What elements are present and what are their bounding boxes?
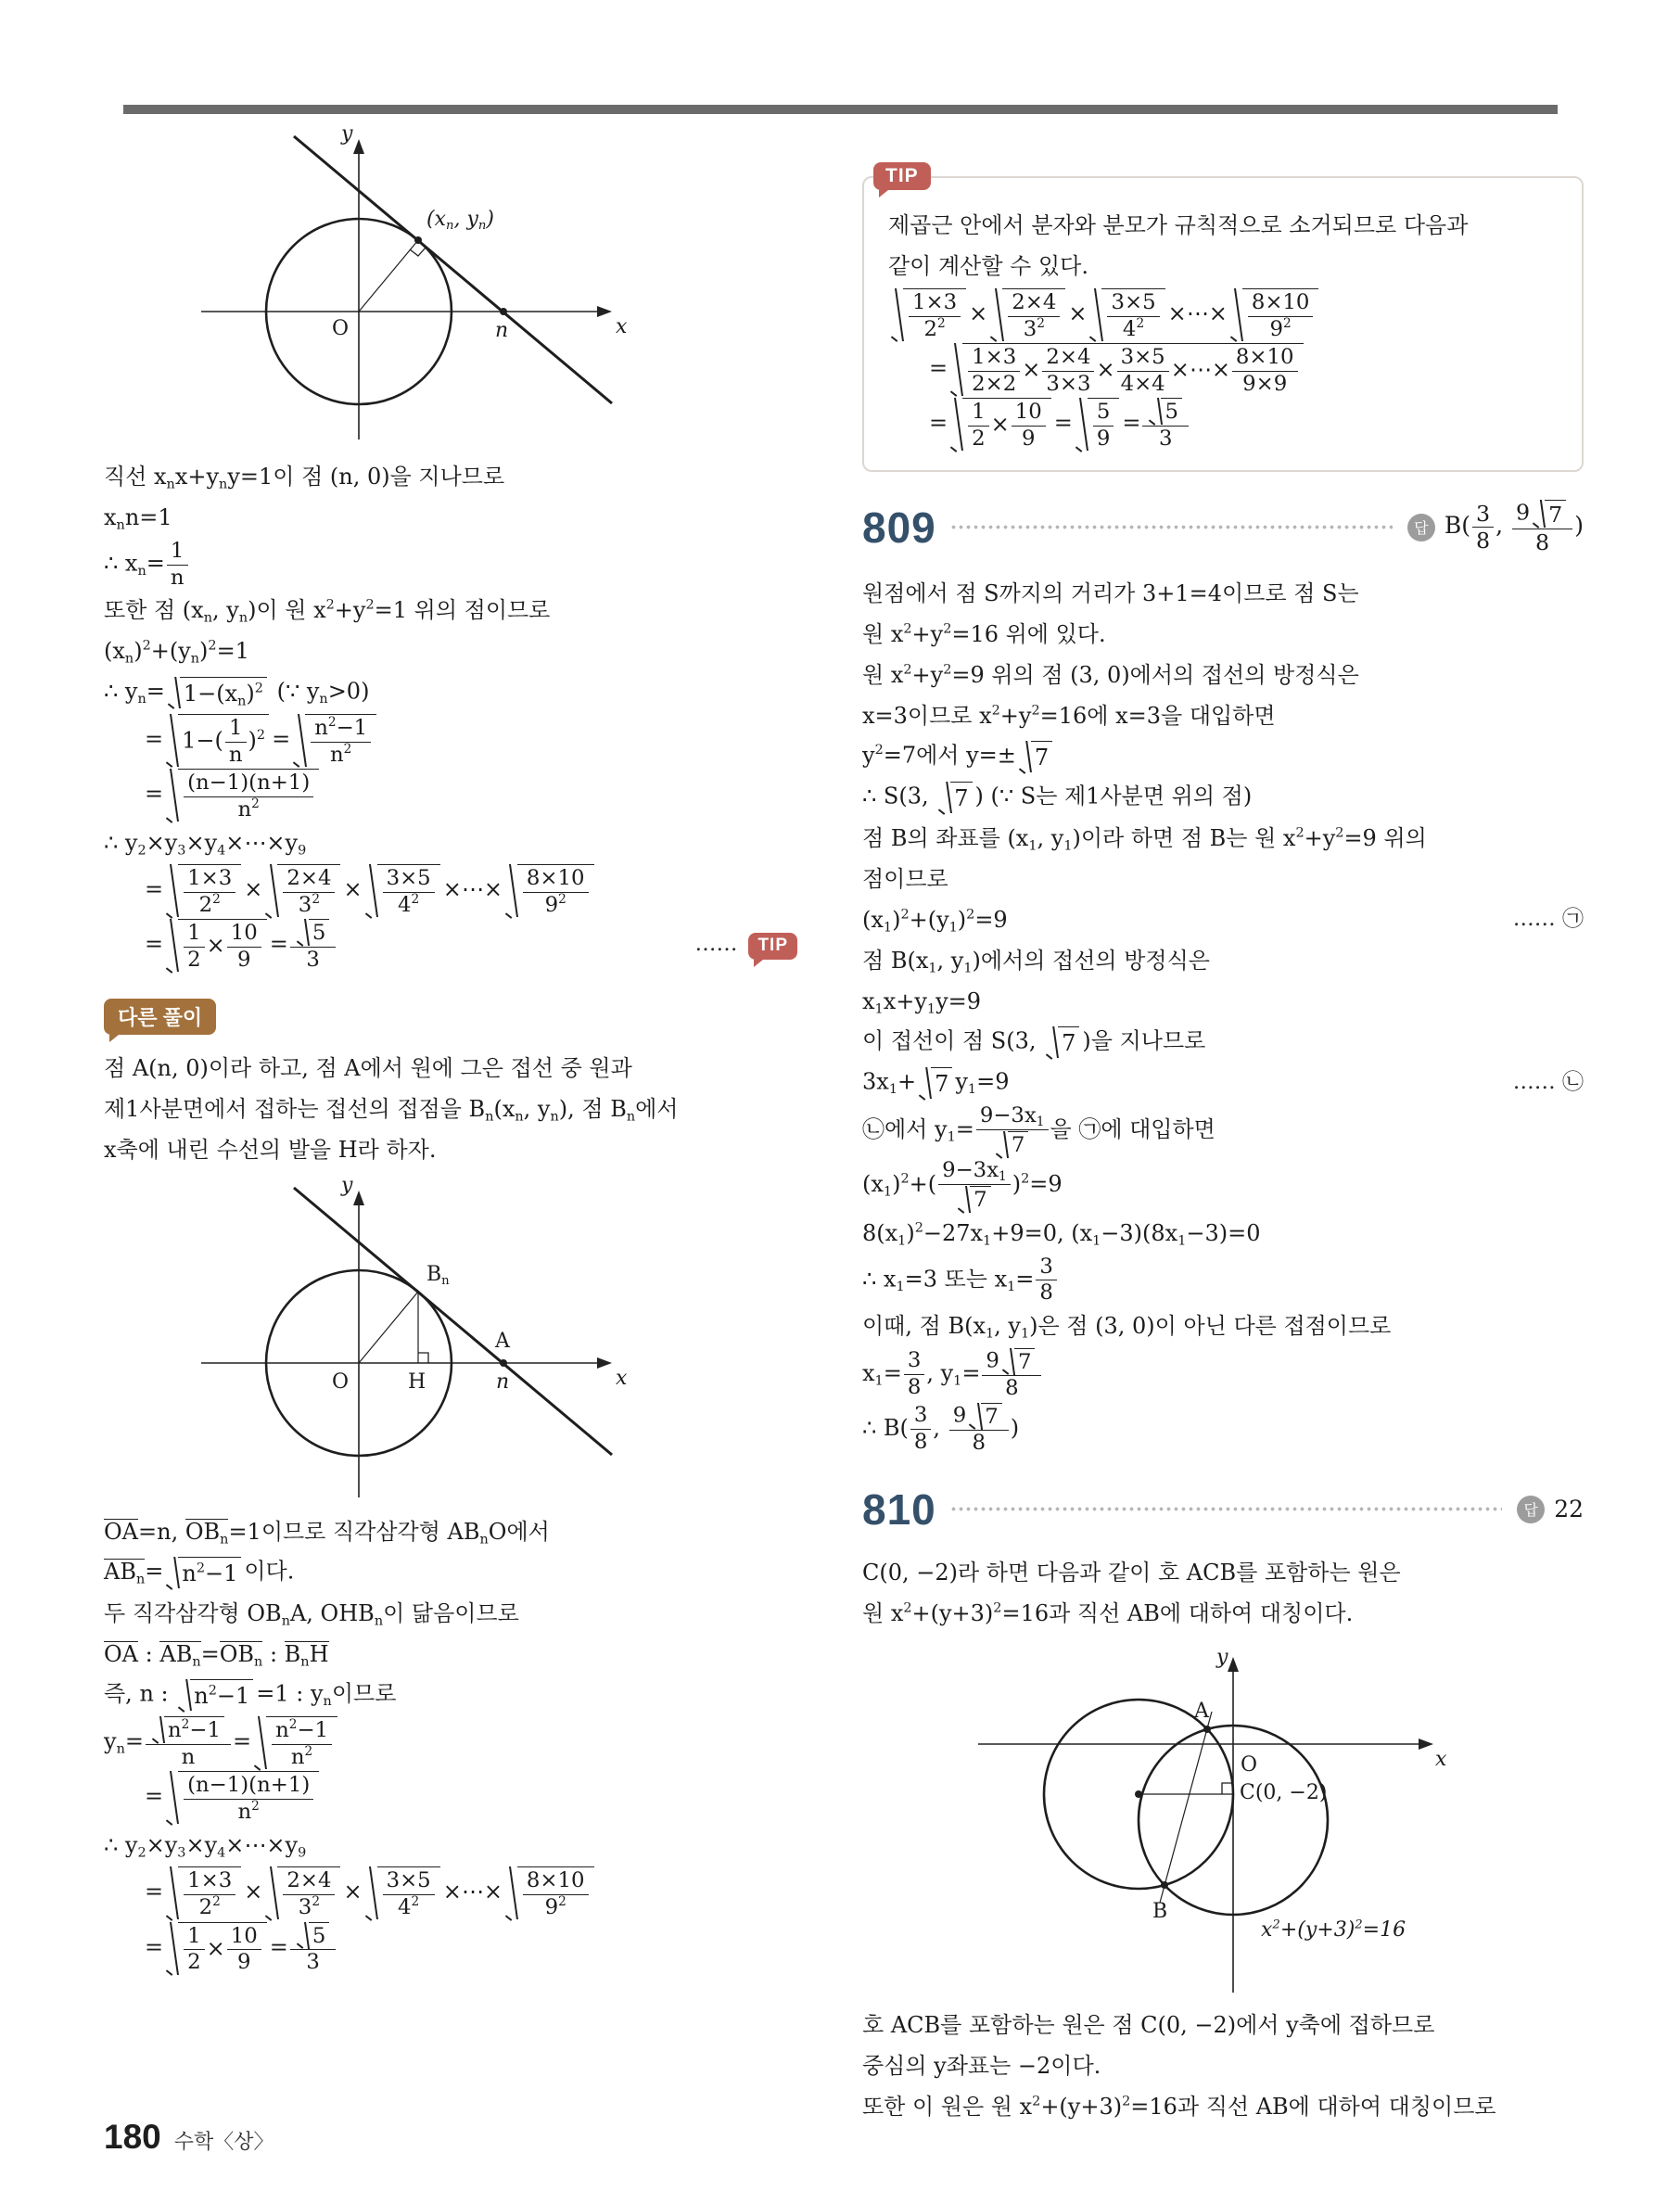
page-footer bbox=[104, 2118, 274, 2157]
math-line: $x_1=$ $\frac{3}{8}$ , $y_1=$ 9 7 8 bbox=[862, 1347, 1584, 1402]
math-line: ∴ B( $\frac{3}{8}$ , 9 7 8 ) bbox=[862, 1402, 1020, 1456]
math-line: 원 $x^2+y^2=9$ 위의 점 (3, 0)에서의 접선의 방정식은 bbox=[862, 661, 1359, 688]
text-line: 점 A(n, 0)이라 하고, 점 A에서 원에 그은 접선 중 원과 bbox=[104, 1054, 632, 1081]
problem-809-header bbox=[862, 500, 1584, 554]
math-line: 중심의 y좌표는 −2이다. bbox=[862, 2053, 1101, 2080]
math-line: ∴ $y_2\times y_3\times y_4\times\cdots\times y_9$ bbox=[104, 1831, 307, 1861]
tip-line: = $\frac{1\times 3}{2\times 2}$ × $\frac{2\times 4}{3\times 3}$ × $\frac{3\times 5}{4\times 4}$ ×⋯× $\frac{8\times 10}{9\times 9}$ bbox=[888, 342, 1558, 397]
math-line: 두 직각삼각형 $OB_nA$, $OHB_n$이 닮음이므로 bbox=[104, 1599, 519, 1629]
tip-badge: TIP bbox=[873, 162, 931, 190]
math-line: 즉, n : $n^2-1$ =1 : $y_n$이므로 bbox=[104, 1675, 797, 1715]
solution-block-b bbox=[104, 1511, 797, 1975]
math-line: $y_n=$ $\frac{n^2-1}{n}$ = $\frac{n^2-1}{n^2}$ bbox=[104, 1715, 797, 1770]
fig2-n-label: n bbox=[496, 1370, 510, 1395]
tip-box-content bbox=[888, 206, 1558, 452]
math-line: ∴ $y_n=$ $1-(x_n)^2$ (∵ $y_n>0$) bbox=[104, 678, 370, 709]
fig2-a-label: A bbox=[495, 1330, 510, 1354]
fig3-b-label: B bbox=[1152, 1899, 1168, 1923]
fig3-c-label: C(0, −2) bbox=[1240, 1780, 1328, 1804]
math-line: 원점에서 점 S까지의 거리가 3+1=4이므로 점 S는 bbox=[862, 580, 1359, 606]
math-line: ∴ $y_2\times y_3\times y_4\times\cdots\times y_9$ bbox=[104, 829, 307, 858]
math-line: 또한 이 원은 원 $x^2+(y+3)^2=16$과 직선 AB에 대하여 대칭이므로 bbox=[862, 2094, 1496, 2121]
math-line: ∴ S(3, 7 ) (∵ S는 제1사분면 위의 점) bbox=[862, 777, 1584, 818]
tip-reference bbox=[694, 931, 797, 960]
left-column bbox=[104, 119, 797, 1976]
text-line: x축에 내린 수선의 발을 H라 하자. bbox=[104, 1136, 437, 1163]
fig2-y-axis-label: y bbox=[341, 1174, 353, 1198]
tip-line: 제곱근 안에서 분자와 분모가 규칙적으로 소거되므로 다음과 bbox=[888, 212, 1469, 239]
fig2-bn-label: $B_n$ bbox=[426, 1263, 450, 1289]
math-line: = 1−( $\frac{1}{n}$ )$^2$ = $\frac{n^2-1}{n^2}$ bbox=[104, 713, 797, 768]
math-line: ∴ $x_n=$ $\frac{1}{n}$ bbox=[104, 539, 797, 591]
math-line: $AB_n=$ $n^2-1$ 이다. bbox=[104, 1552, 797, 1593]
fig1-origin-label: O bbox=[332, 317, 350, 340]
math-line: $x_1x+y_1y=9$ bbox=[862, 987, 981, 1017]
figure-unit-circle-tangent bbox=[178, 122, 642, 446]
right-column bbox=[862, 146, 1584, 2128]
problem-number: 810 bbox=[862, 1484, 936, 1534]
math-line: OA=n, $OB_n=1$이므로 직각삼각형 $AB_nO$에서 bbox=[104, 1518, 550, 1548]
math-line: 원 $x^2+y^2=16$ 위에 있다. bbox=[862, 620, 1106, 647]
math-line: x=3이므로 $x^2+y^2=16$에 x=3을 대입하면 bbox=[862, 702, 1276, 729]
tip-line: = $\frac{1}{2}$ × $\frac{10}{9}$ = $\frac{5}{9}$ = $\frac{5}{3}$ bbox=[888, 397, 1558, 452]
solution-810-intro bbox=[862, 1553, 1584, 1635]
answer-value: 22 bbox=[1554, 1496, 1584, 1523]
fig1-y-axis-label: y bbox=[341, 122, 353, 146]
text-line: 제1사분면에서 접하는 접선의 접점을 $B_n(x_n$, $y_n$), 점 $B_n$에서 bbox=[104, 1095, 679, 1125]
fig3-a-label: A bbox=[1194, 1699, 1209, 1723]
math-line: = $\frac{(n-1)(n+1)}{n^2}$ bbox=[104, 1770, 797, 1825]
math-line: $(x_1)^2+(y_1)^2=9$ …… ㉠ bbox=[862, 906, 1584, 936]
math-line: 점 $B(x_1$, $y_1$)에서의 접선의 방정식은 bbox=[862, 947, 1210, 976]
math-line: $3x_1+$ 7 $y_1=9$ …… ㉡ bbox=[862, 1063, 1584, 1103]
math-expression: = $\frac{1}{2}$ × $\frac{10}{9}$ = $\frac{5}{3}$ bbox=[104, 919, 337, 972]
figure-canvas bbox=[927, 1644, 1446, 1998]
fig3-origin-label: O bbox=[1241, 1752, 1258, 1777]
math-line: $x_nn=1$ bbox=[104, 504, 172, 533]
math-line-with-tip bbox=[104, 918, 797, 973]
tip-badge: TIP bbox=[748, 933, 797, 960]
problem-number: 809 bbox=[862, 503, 936, 552]
math-line: ㉡에서 $y_1=$ $\frac{9-3x_1}{7}$ 을 ㉠에 대입하면 bbox=[862, 1103, 1215, 1157]
fig3-y-axis-label: y bbox=[1216, 1645, 1228, 1669]
math-line: 점이므로 bbox=[862, 865, 948, 892]
math-line: OA : $AB_n=OB_n$ : $B_nH$ bbox=[104, 1640, 329, 1670]
math-line: ∴ $x_1=3$ 또는 $x_1=$ $\frac{3}{8}$ bbox=[862, 1255, 1584, 1306]
math-line: C(0, −2)라 하면 다음과 같이 호 ACB를 포함하는 원은 bbox=[862, 1560, 1401, 1586]
fig1-n-label: n bbox=[495, 319, 509, 342]
answer bbox=[1517, 1496, 1584, 1523]
fig1-x-axis-label: x bbox=[616, 315, 628, 338]
fig3-circle-equation-label: $x^2+(y+3)^2=16$ bbox=[1261, 1917, 1406, 1942]
answer-value: B( $\frac{3}{8}$ , 9 7 8 ) bbox=[1444, 499, 1584, 555]
solution-809 bbox=[862, 573, 1584, 1456]
math-line: $y^2=7$에서 y=± 7 bbox=[862, 736, 1584, 777]
solution-block-a bbox=[104, 457, 797, 918]
dotted-leader bbox=[951, 525, 1393, 529]
math-line: = $\frac{1\times 3}{2^2}$ × $\frac{2\times 4}{3^2}$ × $\frac{3\times 5}{4^2}$ ×⋯× $\frac{8\times 10}{9^2}$ bbox=[104, 863, 797, 918]
tip-box bbox=[862, 165, 1584, 472]
book-title: 수학〈상〉 bbox=[173, 2131, 274, 2154]
math-line: = $\frac{(n-1)(n+1)}{n^2}$ bbox=[104, 768, 797, 822]
math-line: 직선 $x_nx+y_ny=1$이 점 (n, 0)을 지나므로 bbox=[104, 464, 505, 492]
answer-badge: 답 bbox=[1517, 1496, 1545, 1523]
math-line: 이 접선이 점 S(3, 7 )을 지나므로 bbox=[862, 1022, 1584, 1063]
math-line: $8(x_1)^2-27x_1+9=0$, $(x_1-3)(8x_1-3)=0$ bbox=[862, 1219, 1261, 1249]
solution-810-outro bbox=[862, 2006, 1584, 2128]
problem-810-header bbox=[862, 1484, 1584, 1535]
tip-line: $\frac{1\times 3}{2^2}$ × $\frac{2\times 4}{3^2}$ × $\frac{3\times 5}{4^2}$ ×⋯× $\frac{8\times 10}{9^2}$ bbox=[888, 287, 1558, 342]
math-line: = $\frac{1\times 3}{2^2}$ × $\frac{2\times 4}{3^2}$ × $\frac{3\times 5}{4^2}$ ×⋯× $\frac{8\times 10}{9^2}$ bbox=[104, 1866, 797, 1920]
fig3-x-axis-label: x bbox=[1435, 1747, 1447, 1771]
alternative-paragraph bbox=[104, 1048, 797, 1170]
math-line: $(x_1)^2+$( $\frac{9-3x_1}{7}$ )$^2$=9 bbox=[862, 1158, 1063, 1212]
math-line: 원 $x^2+(y+3)^2=16$과 직선 AB에 대하여 대칭이다. bbox=[862, 1600, 1354, 1627]
fig2-h-label: H bbox=[408, 1370, 426, 1395]
figure-canvas bbox=[178, 126, 642, 446]
page-number: 180 bbox=[104, 2118, 161, 2156]
dots-leader: …… bbox=[694, 932, 738, 957]
fig1-tangent-point-label: ($x_n$, $y_n$) bbox=[426, 208, 495, 233]
figure-tangent-with-foot-h bbox=[178, 1174, 642, 1502]
fig2-x-axis-label: x bbox=[616, 1367, 628, 1391]
math-line: $(x_n)^2+(y_n)^2=1$ bbox=[104, 638, 249, 667]
alternative-solution-badge: 다른 풀이 bbox=[104, 999, 216, 1035]
answer bbox=[1407, 500, 1584, 554]
math-line: 이때, 점 $B(x_1$, $y_1$)은 점 (3, 0)이 아닌 다른 접점이므로 bbox=[862, 1312, 1392, 1342]
math-line: 호 ACB를 포함하는 원은 점 C(0, −2)에서 y축에 접하므로 bbox=[862, 2012, 1435, 2039]
top-divider-bar bbox=[123, 105, 1558, 114]
figure-two-circles bbox=[927, 1644, 1446, 1998]
tip-line: 같이 계산할 수 있다. bbox=[888, 253, 1088, 280]
answer-badge: 답 bbox=[1407, 514, 1435, 541]
fig2-origin-label: O bbox=[332, 1370, 350, 1395]
math-line: = $\frac{1}{2}$ × $\frac{10}{9}$ = $\frac{5}{3}$ bbox=[104, 1921, 797, 1976]
dotted-leader bbox=[951, 1507, 1502, 1511]
math-line: 점 B의 좌표를 ($x_1$, $y_1$)이라 하면 점 B는 원 $x^2+y^2=9$ 위의 bbox=[862, 824, 1427, 854]
math-line: 또한 점 ($x_n$, $y_n$)이 원 $x^2+y^2=1$ 위의 점이므로 bbox=[104, 597, 551, 626]
figure-canvas bbox=[178, 1178, 642, 1502]
